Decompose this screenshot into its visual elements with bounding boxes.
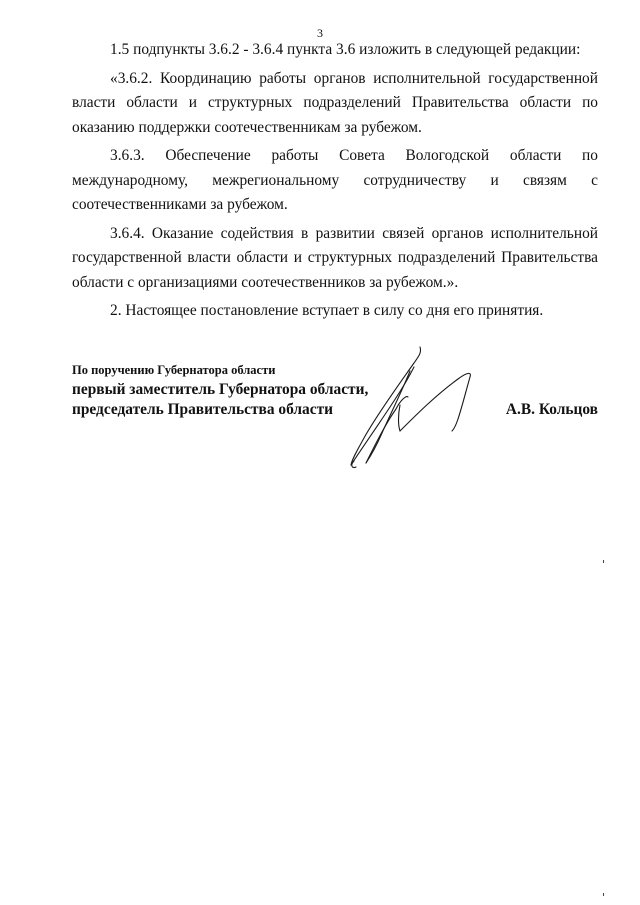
paragraph-3-6-2: «3.6.2. Координацию работы органов исполнительной государственной власти области и структурных подразделений Правительства области по оказанию поддержки соотечественникам за рубежом. [72, 69, 598, 136]
signatory-position-line2: председатель Правительства области [72, 401, 333, 418]
handwritten-signature [340, 343, 490, 473]
signature-authority-line: По поручению Губернатора области [72, 363, 276, 377]
page-number: 3 [317, 26, 323, 40]
paragraph-1-5: 1.5 подпункты 3.6.2 - 3.6.4 пункта 3.6 изложить в следующей редакции: [110, 41, 581, 58]
paragraph-2: 2. Настоящее постановление вступает в силу со дня его принятия. [110, 302, 544, 319]
paragraph-3-6-4: 3.6.4. Оказание содействия в развитии связей органов исполнительной государственной власти области и структурных подразделений Правительства области с организациями соотечественников за рубежом.». [72, 224, 598, 291]
scan-mark-top [603, 560, 604, 563]
signatory-name: А.В. Кольцов [505, 401, 598, 418]
signature-block [72, 363, 598, 473]
scan-mark-bottom [603, 893, 604, 896]
document-body [72, 38, 598, 328]
signatory-position-line1: первый заместитель Губернатора области, [72, 381, 369, 398]
paragraph-3-6-3: 3.6.3. Обеспечение работы Совета Вологодской области по международному, межрегиональному сотрудничеству и связям с соотечественниками за рубежом. [72, 147, 598, 213]
